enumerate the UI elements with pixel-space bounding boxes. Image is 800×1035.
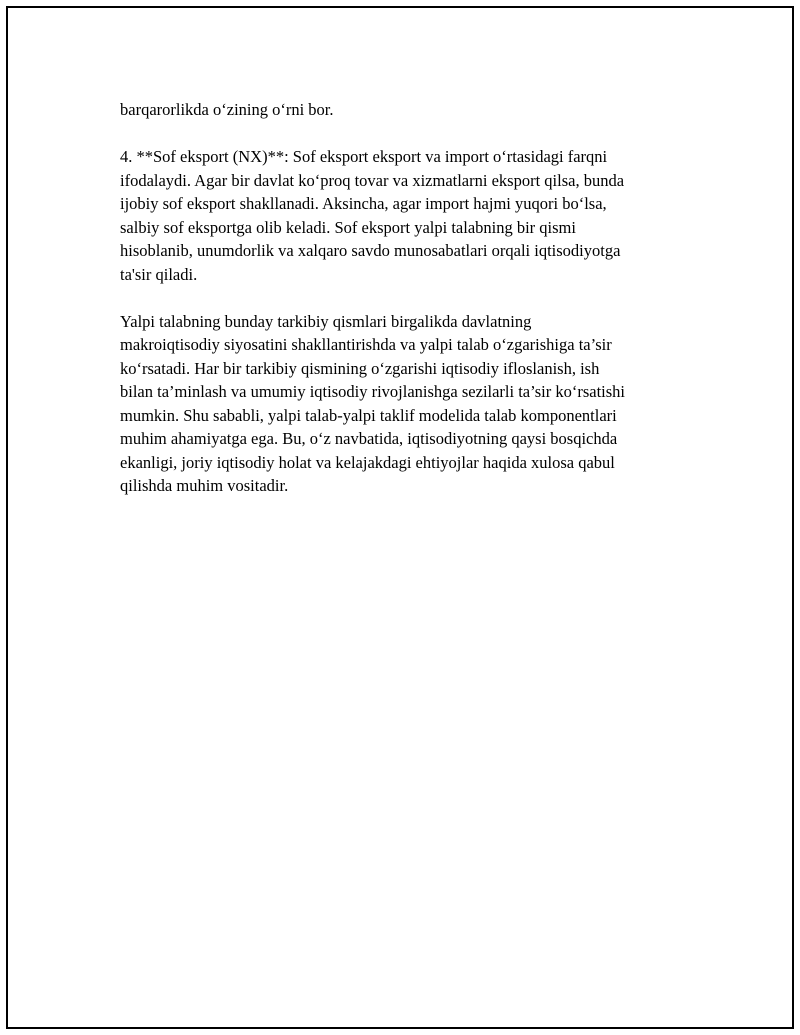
text-line: makroiqtisodiy siyosatini shakllantirishda va yalpi talab oʻzgarishiga ta’sir [120, 335, 612, 354]
text-line: bilan ta’minlash va umumiy iqtisodiy rivojlanishga sezilarli ta’sir koʻrsatishi [120, 382, 625, 401]
text-line: ekanligi, joriy iqtisodiy holat va kelajakdagi ehtiyojlar haqida xulosa qabul [120, 452, 615, 472]
text-line: salbiy sof eksportga olib keladi. Sof eksport yalpi talabning bir qismi [120, 217, 576, 237]
paragraph-continuation [120, 98, 700, 122]
document-page [6, 6, 794, 1029]
text-line: qilishda muhim vositadir. [120, 476, 289, 495]
text-line: barqarorlikda oʻzining oʻrni bor. [120, 100, 334, 119]
paragraph-net-exports [120, 145, 700, 286]
text-line: mumkin. Shu sababli, yalpi talab-yalpi taklif modelida talab komponentlari [120, 405, 617, 425]
text-line: ta'sir qiladi. [120, 264, 198, 284]
text-line: Yalpi talabning bunday tarkibiy qismlari birgalikda davlatning [120, 311, 532, 331]
text-line: muhim ahamiyatga ega. Bu, oʻz navbatida, iqtisodiyotning qaysi bosqichda [120, 429, 618, 448]
text-line: ijobiy sof eksport shakllanadi. Aksincha, agar import hajmi yuqori boʻlsa, [120, 194, 607, 213]
paragraph-summary [120, 310, 700, 498]
text-line: 4. **Sof eksport (NX)**: Sof eksport eksport va import oʻrtasidagi farqni [120, 147, 608, 166]
text-line: ifodalaydi. Agar bir davlat koʻproq tovar va xizmatlarni eksport qilsa, bunda [120, 170, 625, 190]
document-body [120, 98, 700, 521]
text-line: hisoblanib, unumdorlik va xalqaro savdo munosabatlari orqali iqtisodiyotga [120, 241, 621, 260]
text-line: koʻrsatadi. Har bir tarkibiy qismining oʻzgarishi iqtisodiy ifloslanish, ish [120, 358, 600, 378]
